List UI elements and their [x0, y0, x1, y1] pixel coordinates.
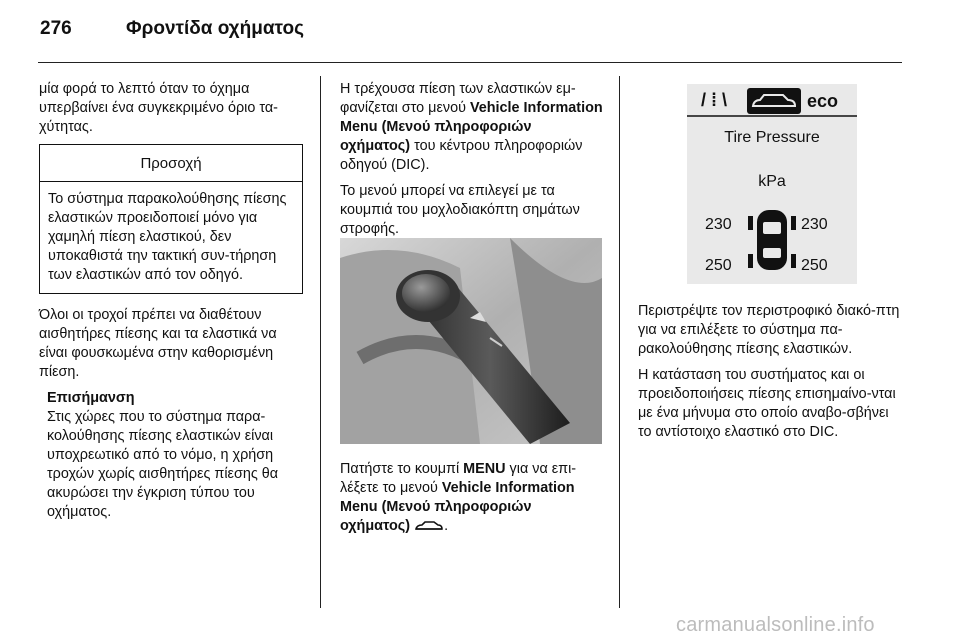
- front-left-pressure: 230: [705, 216, 732, 233]
- section-title: Φροντίδα οχήματος: [126, 18, 304, 39]
- status-paragraph: Η κατάσταση του συστήματος και οι προειδοποιήσεις πίεσης επισημαίνο-νται με ένα μήνυμα στο οποίο αναβο-σβήνει το αντίστοιχο ελαστικό στο DIC.: [638, 367, 896, 440]
- display-top-bar: [701, 88, 838, 114]
- press-menu-paragraph: [340, 460, 604, 538]
- column-right: [638, 302, 906, 449]
- intro-text: μία φορά το λεπτό όταν το όχημα υπερβαίνει ένα συγκεκριμένο όριο τα-χύτητας.: [39, 81, 278, 135]
- rear-right-pressure: 250: [801, 257, 828, 274]
- p1-menu-name: Vehicle Information Menu (Μενού πληροφοριών οχήματος): [340, 100, 603, 154]
- rotate-knob-paragraph: Περιστρέψτε τον περιστροφικό διακό-πτη για να επιλέξετε το σύστημα πα-ρακολούθησης πίεσης ελαστικών.: [638, 303, 900, 357]
- column-left: [39, 80, 303, 522]
- p3-menu-name: Vehicle Information Menu (Μενού πληροφοριών οχήματος): [340, 480, 575, 534]
- page-header: [40, 18, 304, 40]
- road-icon: / ⁞ \: [701, 90, 727, 110]
- tire-pressure-display: [687, 84, 857, 284]
- p1-text-after: του κέντρου πληροφοριών οδηγού (DIC).: [340, 138, 583, 173]
- p1-text-before: Η τρέχουσα πίεση των ελαστικών εμ-φανίζεται στο μενού: [340, 81, 576, 116]
- eco-label: eco: [807, 91, 839, 111]
- caution-box: [39, 144, 303, 294]
- caution-body: Το σύστημα παρακολούθησης πίεσης ελαστικών προειδοποιεί μόνο για χαμηλή πίεση ελαστικού, δεν υποκαθιστά την τακτική συν-τήρηση των ελαστικών από τον οδηγό.: [48, 191, 287, 283]
- rear-left-pressure: 250: [705, 257, 732, 274]
- front-right-pressure: 230: [801, 216, 828, 233]
- car-icon: [414, 519, 444, 538]
- indicator-stalk-photo: [340, 238, 602, 444]
- column-divider-left: [320, 76, 321, 608]
- pressure-unit: kPa: [758, 173, 786, 190]
- column-middle: [340, 80, 604, 246]
- column-middle-bottom: [340, 460, 604, 545]
- display-title: Tire Pressure: [724, 129, 820, 146]
- current-pressure-paragraph: [340, 80, 604, 175]
- p3-text-before: Πατήστε το κουμπί: [340, 461, 464, 477]
- menu-button-label: MENU: [463, 461, 506, 477]
- caution-title: Προσοχή: [40, 145, 302, 182]
- car-top-view-icon: [748, 210, 796, 270]
- note-block: [39, 389, 303, 522]
- p3-text-mid: για να επι-λέξετε το μενού: [340, 461, 577, 496]
- note-title: Επισήμανση: [47, 390, 135, 406]
- sensors-paragraph: Όλοι οι τροχοί πρέπει να διαθέτουν αισθητήρες πίεσης και τα ελαστικά να είναι φουσκωμένα στην καθορισμένη πίεση.: [39, 307, 277, 380]
- watermark: carmanualsonline.info: [676, 614, 875, 636]
- header-rule: [38, 62, 902, 63]
- page-number: 276: [40, 18, 72, 39]
- column-divider-right: [619, 76, 620, 608]
- p3-text-end: .: [444, 518, 449, 534]
- note-body: Στις χώρες που το σύστημα παρα-κολούθησης πίεσης ελαστικών είναι υποχρεωτικό από το νόμο, η χρήση τροχών χωρίς αισθητήρες πίεσης θα ακυρώσει την έγκριση τύπου του οχήματος.: [47, 409, 279, 520]
- stalk-illustration: [340, 238, 602, 444]
- menu-select-paragraph: Το μενού μπορεί να επιλεγεί με τα κουμπιά του μοχλοδιακόπτη σημάτων στροφής.: [340, 183, 580, 237]
